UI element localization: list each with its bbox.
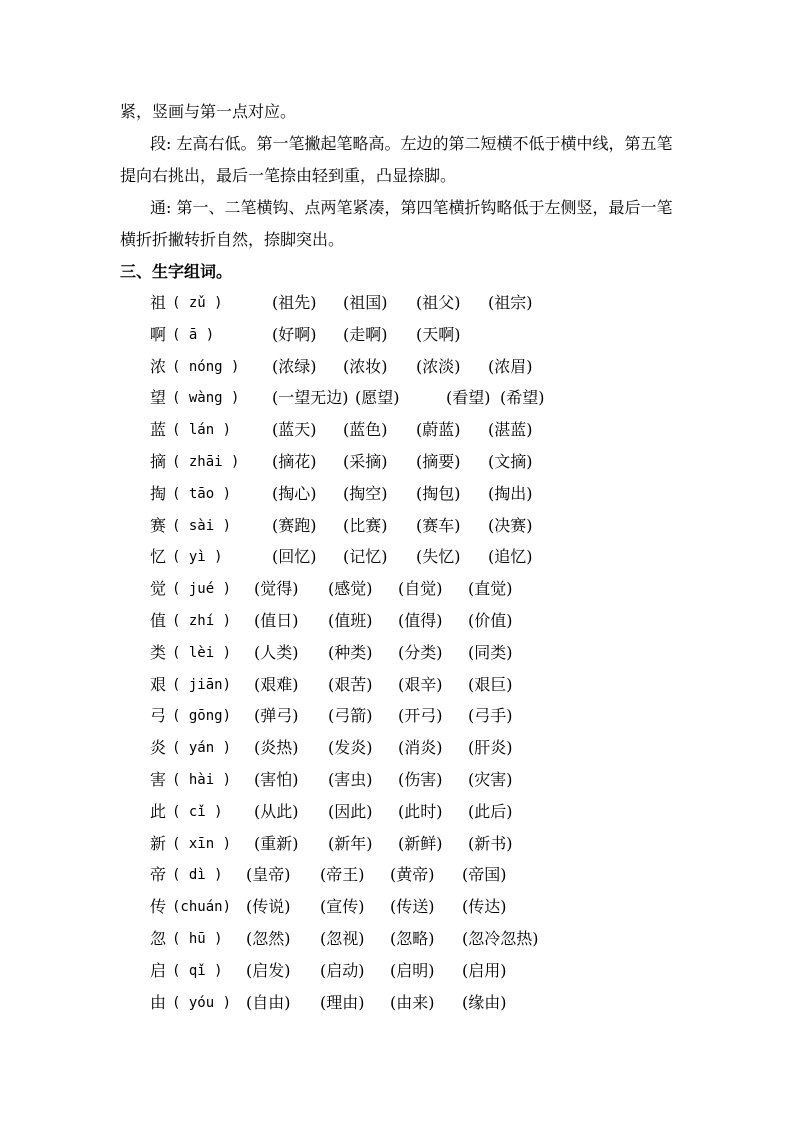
vocab-character: 啊	[150, 324, 167, 344]
vocab-word: (记忆)	[343, 547, 388, 567]
vocab-word: (缘由)	[462, 992, 507, 1012]
vocab-word: (祖国)	[343, 293, 388, 312]
vocab-word: (此时)	[398, 801, 443, 821]
vocab-pinyin: ( zǔ )	[172, 295, 223, 311]
vocab-word: (比赛)	[343, 515, 388, 535]
vocab-word: (分类)	[398, 642, 443, 662]
vocab-word: (帝王)	[320, 865, 365, 885]
vocab-word: (采摘)	[343, 452, 388, 471]
vocab-word: (值得)	[398, 611, 443, 630]
vocab-word: (忽冷忽热)	[462, 929, 539, 948]
vocab-word: (直觉)	[468, 579, 513, 599]
vocab-character: 此	[150, 801, 167, 821]
vocab-word: (传说)	[246, 897, 291, 917]
vocab-word: (灾害)	[468, 770, 513, 789]
vocab-word: (回忆)	[272, 547, 317, 567]
vocab-word: (自由)	[246, 992, 291, 1012]
vocab-word: (忽然)	[246, 929, 291, 948]
vocab-word: (宣传)	[320, 897, 365, 917]
vocab-pinyin: ( lán )	[172, 422, 232, 439]
vocab-character: 蓝	[150, 420, 167, 440]
vocab-word: (种类)	[328, 642, 373, 662]
vocab-character: 传	[150, 897, 167, 917]
vocab-word: (由来)	[390, 992, 435, 1012]
vocab-pinyin: ( ā )	[172, 326, 215, 343]
vocab-word: (害虫)	[328, 770, 373, 789]
vocab-word: (决赛)	[488, 515, 533, 535]
vocab-character: 艰	[150, 674, 167, 694]
vocab-word: (启明)	[390, 960, 435, 980]
vocab-word: (感觉)	[328, 579, 373, 599]
vocab-word: (湛蓝)	[488, 420, 533, 440]
vocab-word: (追忆)	[488, 547, 533, 567]
vocab-word: (肝炎)	[468, 738, 513, 758]
vocab-character: 祖	[150, 293, 167, 312]
vocab-word: (弹弓)	[254, 706, 299, 726]
vocab-pinyin: ( nóng )	[172, 358, 240, 375]
vocab-word: (觉得)	[254, 579, 299, 599]
vocab-word: (艰苦)	[328, 674, 373, 694]
vocab-pinyin: ( qǐ )	[172, 962, 223, 979]
vocab-pinyin: ( xīn )	[172, 835, 232, 852]
vocab-word: (掏心)	[272, 483, 317, 503]
vocab-pinyin: ( yóu )	[172, 994, 232, 1011]
vocab-word: (摘花)	[272, 452, 317, 471]
vocab-word: (消炎)	[398, 738, 443, 758]
vocab-character: 启	[150, 960, 167, 980]
vocab-character: 由	[150, 992, 167, 1012]
vocab-pinyin: ( yì )	[172, 549, 223, 566]
vocab-word: (重新)	[254, 833, 299, 853]
vocab-word: (皇帝)	[246, 865, 291, 885]
vocab-character: 忽	[150, 929, 167, 948]
vocab-word: (传送)	[390, 897, 435, 917]
vocab-word: (启发)	[246, 960, 291, 980]
vocab-word: (此后)	[468, 801, 513, 821]
paragraph: 提向右挑出，最后一笔捺由轻到重，凸显捺脚。	[120, 166, 457, 185]
vocab-word: (传达)	[462, 897, 507, 917]
vocab-word: (黄帝)	[390, 865, 435, 885]
vocab-word: (同类)	[468, 642, 513, 662]
vocab-word: (害怕)	[254, 770, 299, 789]
vocab-word: (理由)	[320, 992, 365, 1012]
vocab-word: (摘要)	[416, 452, 461, 471]
vocab-word: (从此)	[254, 801, 299, 821]
vocab-character: 浓	[150, 356, 167, 376]
vocab-pinyin: ( dì )	[172, 867, 223, 884]
vocab-word: (自觉)	[398, 579, 443, 599]
vocab-word: (忽略)	[390, 929, 435, 948]
vocab-pinyin: ( gōng)	[172, 708, 232, 725]
vocab-word: (文摘)	[488, 452, 533, 471]
paragraph: 通: 第一、二笔横钩、点两笔紧凑，第四笔横折钩略低于左侧竖，最后一笔	[150, 198, 673, 217]
vocab-character: 摘	[150, 452, 167, 471]
vocab-word: (价值)	[468, 611, 513, 630]
vocab-word: (弓手)	[468, 706, 513, 726]
vocab-pinyin: ( hū )	[172, 931, 223, 947]
vocab-word: (掏出)	[488, 483, 533, 503]
vocab-word: (因此)	[328, 801, 373, 821]
vocab-pinyin: ( wàng )	[172, 390, 240, 407]
vocab-word: (人类)	[254, 642, 299, 662]
vocab-pinyin: ( zhāi )	[172, 454, 240, 470]
paragraph: 紧，竖画与第一点对应。	[120, 102, 297, 121]
vocab-character: 掏	[150, 483, 167, 503]
vocab-pinyin: ( jué )	[172, 581, 232, 598]
vocab-character: 帝	[150, 865, 167, 885]
vocab-word: (弓箭)	[328, 706, 373, 726]
vocab-word: (浓绿)	[272, 356, 317, 376]
vocab-character: 害	[150, 770, 167, 789]
vocab-word: (天啊)	[416, 324, 461, 344]
vocab-word: (新鲜)	[398, 833, 443, 853]
vocab-pinyin: ( sài )	[172, 517, 232, 534]
vocab-word: (值班)	[328, 611, 373, 630]
paragraph: 横折折撇转折自然，捺脚突出。	[120, 230, 345, 249]
vocab-word: (炎热)	[254, 738, 299, 758]
vocab-word: (走啊)	[343, 324, 388, 344]
vocab-word: (新年)	[328, 833, 373, 853]
vocab-word: (蓝天)	[272, 420, 317, 440]
vocab-word: (新书)	[468, 833, 513, 853]
vocab-character: 类	[150, 642, 167, 662]
vocab-word: (开弓)	[398, 706, 443, 726]
vocab-word: (一望无边)	[272, 388, 349, 408]
vocab-pinyin: ( hài )	[172, 772, 232, 788]
vocab-pinyin: (chuán)	[172, 899, 232, 916]
section-title: 三、生字组词。	[120, 262, 233, 281]
vocab-word: (掏空)	[343, 483, 388, 503]
vocab-word: (浓淡)	[416, 356, 461, 376]
vocab-word: (浓妆)	[343, 356, 388, 376]
vocab-word: (掏包)	[416, 483, 461, 503]
vocab-word: (祖先)	[272, 293, 317, 312]
vocab-word: (好啊)	[272, 324, 317, 344]
vocab-pinyin: ( yán )	[172, 740, 232, 757]
vocab-pinyin: ( jiān)	[172, 676, 232, 693]
vocab-word: (愿望)	[355, 388, 400, 408]
vocab-character: 赛	[150, 515, 167, 535]
vocab-character: 值	[150, 611, 167, 630]
vocab-word: (蔚蓝)	[416, 420, 461, 440]
vocab-character: 弓	[150, 706, 167, 726]
vocab-word: (启动)	[320, 960, 365, 980]
vocab-word: (祖父)	[416, 293, 461, 312]
vocab-pinyin: ( cǐ )	[172, 803, 223, 820]
vocab-word: (值日)	[254, 611, 299, 630]
vocab-word: (赛跑)	[272, 515, 317, 535]
vocab-pinyin: ( zhí )	[172, 613, 232, 629]
vocab-character: 觉	[150, 579, 167, 599]
vocab-word: (启用)	[462, 960, 507, 980]
vocab-word: (看望)	[446, 388, 491, 408]
vocab-character: 望	[150, 388, 167, 408]
vocab-word: (蓝色)	[343, 420, 388, 440]
vocab-character: 炎	[150, 738, 167, 758]
vocab-word: (艰难)	[254, 674, 299, 694]
vocab-word: (赛车)	[416, 515, 461, 535]
vocab-word: (艰辛)	[398, 674, 443, 694]
vocab-pinyin: ( lèi )	[172, 644, 232, 661]
vocab-word: (帝国)	[462, 865, 507, 885]
vocab-word: (艰巨)	[468, 674, 513, 694]
vocab-word: (伤害)	[398, 770, 443, 789]
vocab-word: (发炎)	[328, 738, 373, 758]
vocab-word: (失忆)	[416, 547, 461, 567]
vocab-character: 忆	[150, 547, 167, 567]
vocab-word: (忽视)	[320, 929, 365, 948]
vocab-word: (希望)	[500, 388, 545, 408]
vocab-pinyin: ( tāo )	[172, 485, 232, 502]
paragraph: 段: 左高右低。第一笔撇起笔略高。左边的第二短横不低于横中线，第五笔	[150, 134, 673, 153]
vocab-word: (浓眉)	[488, 356, 533, 376]
vocab-word: (祖宗)	[488, 293, 533, 312]
vocab-character: 新	[150, 833, 167, 853]
